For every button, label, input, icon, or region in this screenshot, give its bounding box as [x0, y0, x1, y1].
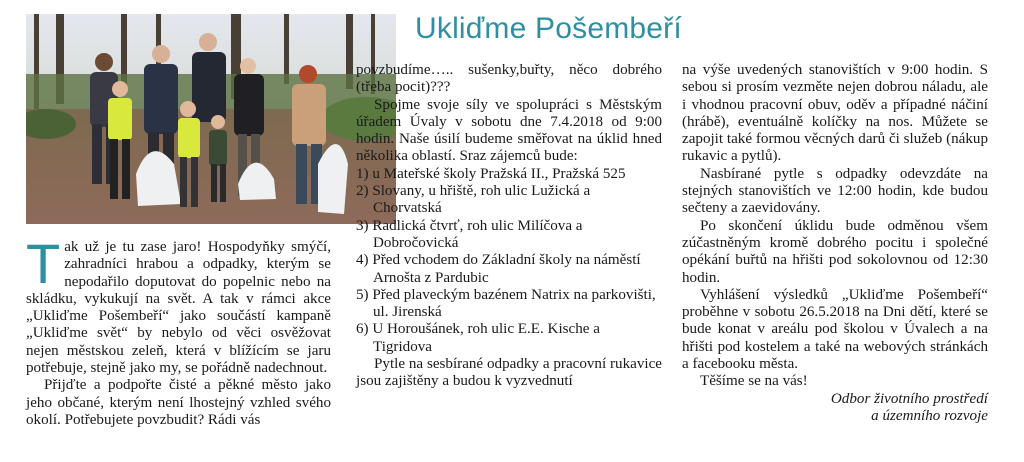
meeting-points-list: [356, 166, 662, 356]
invitation-paragraph: Přijďte a podpořte čisté a pěkné město jako jeho občané, kterým není lhostejný vzhled svého okolí. Potřebujete povzbudit? Rádi vás: [26, 377, 331, 428]
column-3: [682, 62, 988, 425]
list-item: 2) Slovany, u hřiště, roh ulic Lužická a Chorvatská: [356, 183, 591, 217]
results-paragraph: Vyhlášení výsledků „Ukliďme Pošembeří“ proběhne v sobotu 26.5.2018 na Dni dětí, které se bude konat v areálu pod školou v Úvalech a na hřišti pod kostelem a také na webových stránkách a facebooku města.: [682, 286, 988, 373]
list-item: 6) U Horoušánek, roh ulic E.E. Kische a Tigridova: [356, 321, 600, 355]
intro-paragraph: ak už je tu zase jaro! Hospodyňky smýčí, zahradníci hrabou a odpadky, kterým se nepodařilo doputovat do popelnic nebo na skládku, vykukují na svět. A tak v rámci akce „Ukliďme Pošembeří“ jako součástí kampaně „Ukliďme svět“ by nebylo od věci osvěžovat nejen městskou zeleň, která v blížícím se jaru potřebuje, stejně jako my, se pořádně nadechnout.: [26, 239, 331, 377]
snacks-paragraph: povzbudíme….. sušenky,buřty, něco dobrého (třeba pocit)???: [356, 62, 662, 96]
list-item: 1) u Mateřské školy Pražská II., Pražská 525: [356, 165, 626, 182]
list-item: 4) Před vchodem do Základní školy na náměstí Arnošta z Pardubic: [356, 252, 641, 286]
volunteers-photo: [26, 14, 396, 224]
list-item: 3) Radlická čtvrť, roh ulic Milíčova a Dobročovická: [356, 217, 583, 251]
closing-line: Těšíme se na vás!: [700, 373, 808, 390]
bags-paragraph: Pytle na sesbírané odpadky a pracovní rukavice jsou zajištěny a budou k vyzvednutí: [356, 356, 662, 390]
drop-cap: T: [26, 232, 61, 295]
equipment-paragraph: na výše uvedených stanovištích v 9:00 hodin. S sebou si prosím vezměte nejen dobrou náladu, ale i vhodnou pracovní obuv, oděv a případné náčiní (hrábě), eventuálně kolíčky na nos. Můžete se zapojit také formou věcných darů či služeb (nákup rukavic a pytlů).: [682, 62, 988, 165]
list-item: 5) Před plaveckým bazénem Natrix na parkovišti, ul. Jirenská: [356, 286, 656, 321]
column-1: [26, 232, 331, 429]
collection-paragraph: Nasbírané pytle s odpadky odevzdáte na stejných stanovištích ve 12:00 hodin, kde budou sečteny a zaevidovány.: [682, 165, 988, 217]
column-2: [356, 62, 662, 391]
article-title: Ukliďme Pošembeří: [415, 12, 682, 45]
signature-line-2: a územního rozvoje: [871, 407, 988, 424]
date-paragraph: Spojme svoje síly ve spolupráci s Městským úřadem Úvaly v sobotu dne 7.4.2018 od 9:00 hodin. Naše úsilí budeme směřovat na úklid hned několika oblastí. Sraz zájemců bude:: [356, 96, 662, 165]
signature-line-1: Odbor životního prostředí: [830, 390, 988, 407]
reward-paragraph: Po skončení úklidu bude odměnou všem zúčastněným kromě dobrého pocitu i společné opékání buřtů na hřišti pod sokolovnou od 12:30 hodin.: [682, 217, 988, 286]
